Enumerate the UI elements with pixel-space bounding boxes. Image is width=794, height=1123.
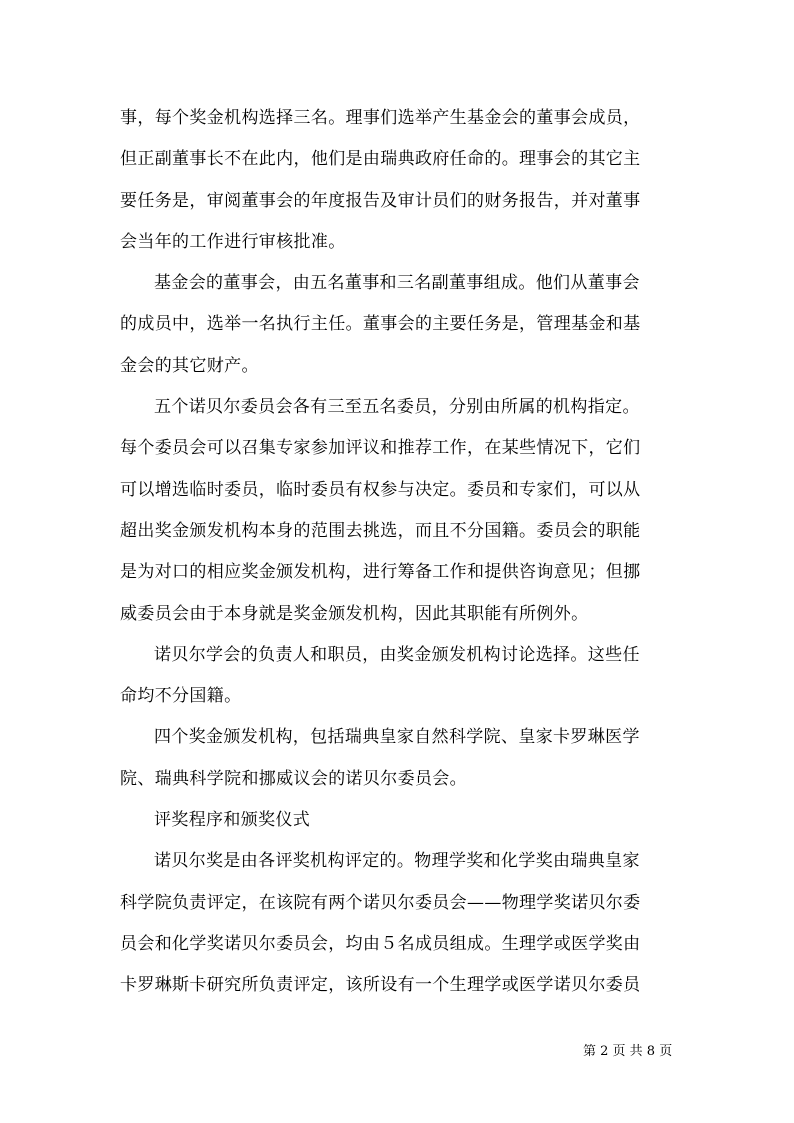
text-line: 每个委员会可以召集专家参加评议和推荐工作，在某些情况下，它们 — [120, 438, 641, 459]
text-line: 可以增选临时委员，临时委员有权参与决定。委员和专家们，可以从 — [120, 479, 641, 500]
text-line: 诺贝尔学会的负责人和职员，由奖金颁发机构讨论选择。这些任 — [154, 644, 640, 665]
text-line: 基金会的董事会，由五名董事和三名副董事组成。他们从董事会 — [154, 273, 640, 294]
text-line: 员会和化学奖诺贝尔委员会，均由５名成员组成。生理学或医学奖由 — [120, 933, 641, 954]
text-line: 会当年的工作进行审核批准。 — [120, 231, 346, 252]
text-line: 但正副董事长不在此内，他们是由瑞典政府任命的。理事会的其它主 — [120, 149, 641, 170]
text-line: 命均不分国籍。 — [120, 686, 242, 707]
text-line: 院、瑞典科学院和挪威议会的诺贝尔委员会。 — [120, 768, 467, 789]
text-line: 要任务是，审阅董事会的年度报告及审计员们的财务报告，并对董事 — [120, 190, 641, 211]
page-number-footer: 第 2 页 共 8 页 — [583, 1044, 673, 1059]
text-line: 四个奖金颁发机构，包括瑞典皇家自然科学院、皇家卡罗琳医学 — [154, 727, 640, 748]
text-line: 威委员会由于本身就是奖金颁发机构，因此其职能有所例外。 — [120, 603, 589, 624]
text-line: 金会的其它财产。 — [120, 355, 259, 376]
text-line: 卡罗琳斯卡研究所负责评定，该所设有一个生理学或医学诺贝尔委员 — [120, 975, 641, 996]
document-body — [120, 98, 680, 1007]
text-line: 评奖程序和颁奖仪式 — [154, 810, 311, 831]
text-line: 科学院负责评定，在该院有两个诺贝尔委员会——物理学奖诺贝尔委 — [120, 892, 641, 913]
text-line: 的成员中，选举一名执行主任。董事会的主要任务是，管理基金和基 — [120, 314, 641, 335]
text-line: 五个诺贝尔委员会各有三至五名委员，分别由所属的机构指定。 — [154, 397, 640, 418]
text-line: 是为对口的相应奖金颁发机构，进行筹备工作和提供咨询意见；但挪 — [120, 562, 641, 583]
text-line: 事，每个奖金机构选择三名。理事们选举产生基金会的董事会成员， — [120, 108, 641, 128]
text-line: 超出奖金颁发机构本身的范围去挑选，而且不分国籍。委员会的职能 — [120, 520, 641, 541]
text-line: 诺贝尔奖是由各评奖机构评定的。物理学奖和化学奖由瑞典皇家 — [154, 851, 640, 872]
